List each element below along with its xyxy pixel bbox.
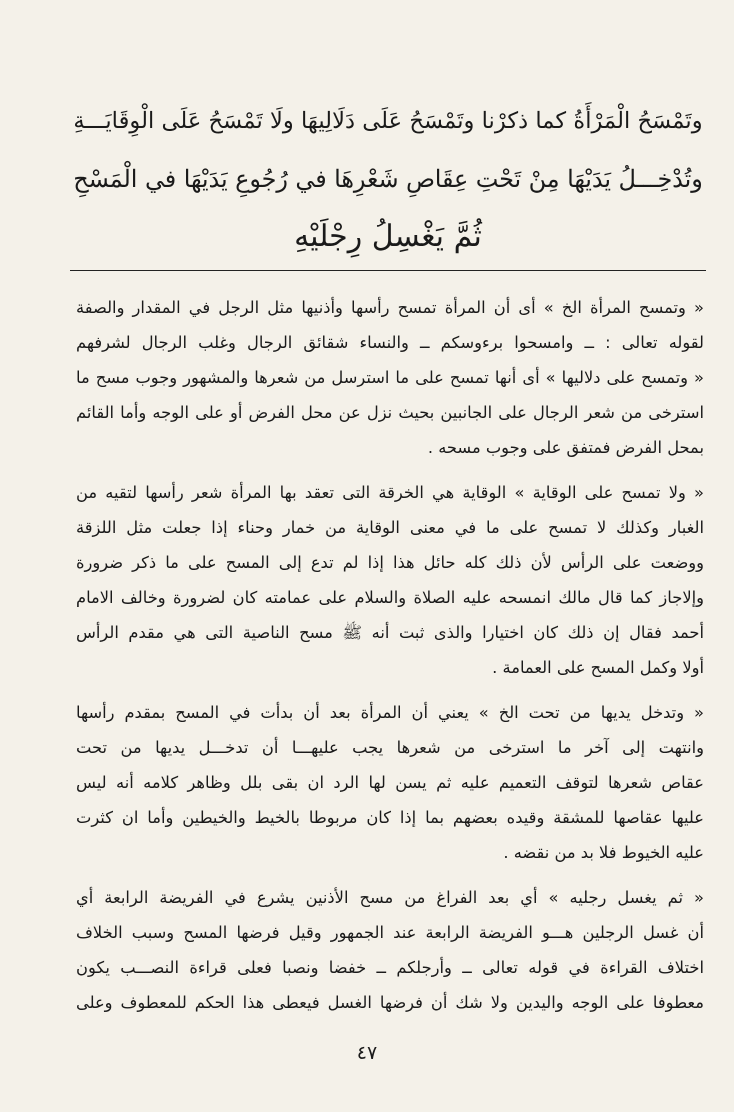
commentary-line: معطوفا على الوجه واليدين ولا شك أن فرضها الغسل فيعطى هذا الحكم للمعطوف وعلى — [76, 993, 704, 1012]
commentary-line: عليها عقاصها للمشقة وقيده بعضهم بما إذا كان مربوطا بالخيط والخيطين وأما ان كثرت — [76, 808, 704, 827]
commentary-line: « ثم يغسل رجليه » أي بعد الفراغ من مسح الأذنين يشرع في الفريضة الرابعة أي — [76, 888, 704, 907]
paragraph-gap — [76, 465, 704, 475]
commentary-line: أولا وكمل المسح على العمامة . — [492, 658, 704, 677]
commentary-line: وإلاجاز كما قال مالك انمسحه عليه الصلاة والسلام على عمامته كان لضرورة وخالف الامام — [76, 588, 704, 607]
main-text-line: وتُدْخِـــلُ يَدَيْهَا مِنْ تَحْتِ عِقَاصِ شَعْرِهَا في رُجُوعِ يَدَيْهَا في الْمَسْحِ — [73, 165, 703, 193]
commentary-paragraph — [76, 475, 704, 685]
commentary-line: اختلاف القراءة في قوله تعالى ــ وأرجلكم ــ خفضا ونصبا فعلى قراءة النصـــب يكون — [76, 958, 704, 977]
commentary-line: أن غسل الرجلين هـــو الفريضة الرابعة عند الجمهور وقيل فرضها المسح وسبب الخلاف — [76, 923, 704, 942]
commentary-block — [76, 290, 704, 1020]
commentary-line: استرخى من شعر الرجال على الجانبين بحيث نزل عن محل الفرض أو على الوجه وأما القائم — [76, 403, 704, 422]
main-text-block — [70, 92, 706, 266]
commentary-line: « ولا تمسح على الوقاية » الوقاية هي الخرقة التى تعقد بها المرأة شعر رأسها لتقيه من — [76, 483, 704, 502]
commentary-line: لقوله تعالى : ــ وامسحوا برءوسكم ــ والنساء شقائق الرجال وغلب الرجال لشرفهم — [76, 333, 704, 352]
commentary-paragraph — [76, 290, 704, 465]
commentary-line: بمحل الفرض فمتفق على وجوب مسحه . — [427, 438, 704, 457]
commentary-paragraph — [76, 880, 704, 1020]
commentary-line: ووضعت على الرأس لأن ذلك كله حائل هذا إذا لم تدع إلى المسح على ما ذكر ضرورة — [76, 553, 704, 572]
commentary-line: أحمد فقال إن ذلك كان اختيارا والذى ثبت أنه ﷺ مسح الناصية التى هي مقدم الرأس — [76, 623, 704, 642]
commentary-paragraph — [76, 695, 704, 870]
commentary-line: الغبار وكذلك لا تمسح على ما في معنى الوقاية من خمار وحناء إذا جعلت مثل اللزقة — [76, 518, 704, 537]
page-number: ٤٧ — [356, 1042, 378, 1064]
commentary-line: « وتمسح المرأة الخ » أى أن المرأة تمسح رأسها وأذنيها مثل الرجل في المقدار والصفة — [76, 298, 704, 317]
commentary-line: عقاص شعرها لتوقف التعميم عليه ثم يسن لها الرد ان بقى بلل وظاهر كلامه أنه ليس — [76, 773, 704, 792]
commentary-line: « وتمسح على دلاليها » أى أنها تمسح على ما استرسل من شعرها والمشهور وجوب مسح ما — [76, 368, 704, 387]
separator-rule — [70, 270, 706, 271]
main-text-line: وتَمْسَحُ الْمَرْأَةُ كما ذكرْنا وتَمْسَحُ عَلَى دَلَالِيهَا ولَا تَمْسَحُ عَلَى الْوِقَايَـــةِ — [73, 108, 703, 134]
commentary-line: « وتدخل يديها من تحت الخ » يعني أن المرأة بعد أن بدأت في المسح بمقدم رأسها — [76, 703, 704, 722]
commentary-line: وانتهت إلى آخر ما استرخى من شعرها يجب عليهـــا أن تدخـــل يديها من تحت — [76, 738, 704, 757]
commentary-line: عليه الخيوط فلا بد من نقضه . — [503, 843, 704, 862]
paragraph-gap — [76, 685, 704, 695]
paragraph-gap — [76, 870, 704, 880]
main-text-line: ثُمَّ يَغْسِلُ رِجْلَيْهِ — [294, 219, 482, 254]
